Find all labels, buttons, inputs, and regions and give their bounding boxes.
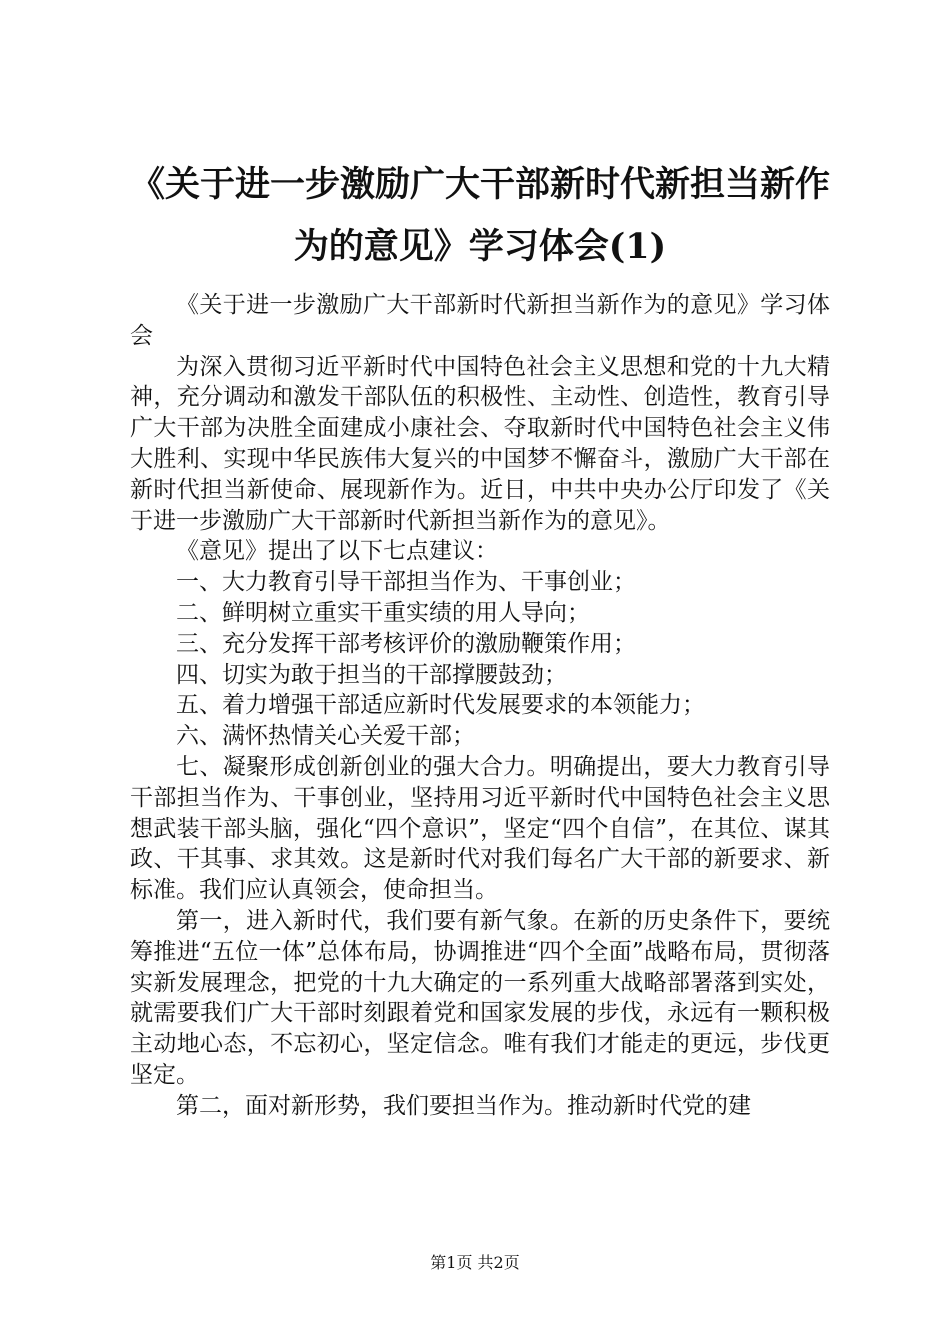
subtitle-paragraph: 《关于进一步激励广大干部新时代新担当新作为的意见》学习体会 — [130, 292, 830, 349]
list-item: 三、充分发挥干部考核评价的激励鞭策作用； — [176, 630, 636, 657]
body-paragraph: 为深入贯彻习近平新时代中国特色社会主义思想和党的十九大精神，充分调动和激发干部队伍的积极性、主动性、创造性，教育引导广大干部为决胜全面建成小康社会、夺取新时代中国特色社会主义伟大胜利、实现中华民族伟大复兴的中国梦不懈奋斗，激励广大干部在新时代担当新使命、展现新作为。近日，中共中央办公厅印发了《关于进一步激励广大干部新时代新担当新作为的意见》。 — [130, 353, 830, 534]
body-paragraph: 第一，进入新时代，我们要有新气象。在新的历史条件下，要统筹推进“五位一体”总体布局，协调推进“四个全面”战略布局，贯彻落实新发展理念，把党的十九大确定的一系列重大战略部署落到实处，就需要我们广大干部时刻跟着党和国家发展的步伐，永远有一颗积极主动地心态，不忘初心，坚定信念。唯有我们才能走的更远，步伐更坚定。 — [130, 907, 830, 1088]
list-item: 二、鲜明树立重实干重实绩的用人导向； — [176, 599, 590, 626]
title-line-1: 《关于进一步激励广大干部新时代新担当新作 — [129, 164, 830, 205]
body-paragraph: 《意见》提出了以下七点建议： — [176, 538, 498, 565]
list-item: 七、凝聚形成创新创业的强大合力。明确提出，要大力教育引导干部担当作为、干事创业，坚持用习近平新时代中国特色社会主义思想武装干部头脑，强化“四个意识”，坚定“四个自信”，在其位、谋其政、干其事、求其效。这是新时代对我们每名广大干部的新要求、新标准。我们应认真领会，使命担当。 — [130, 753, 830, 904]
document-body — [130, 290, 830, 1122]
document-title — [120, 154, 840, 278]
list-item: 四、切实为敢于担当的干部撑腰鼓劲； — [176, 661, 567, 688]
body-paragraph: 第二，面对新形势，我们要担当作为。推动新时代党的建 — [176, 1092, 751, 1119]
list-item: 五、着力增强干部适应新时代发展要求的本领能力； — [176, 692, 705, 719]
title-line-2: 为的意见》学习体会(1) — [293, 226, 667, 267]
list-item: 六、满怀热情关心关爱干部； — [176, 723, 475, 750]
page-footer: 第1页 共2页 — [430, 1253, 520, 1272]
list-item: 一、大力教育引导干部担当作为、干事创业； — [176, 569, 636, 596]
